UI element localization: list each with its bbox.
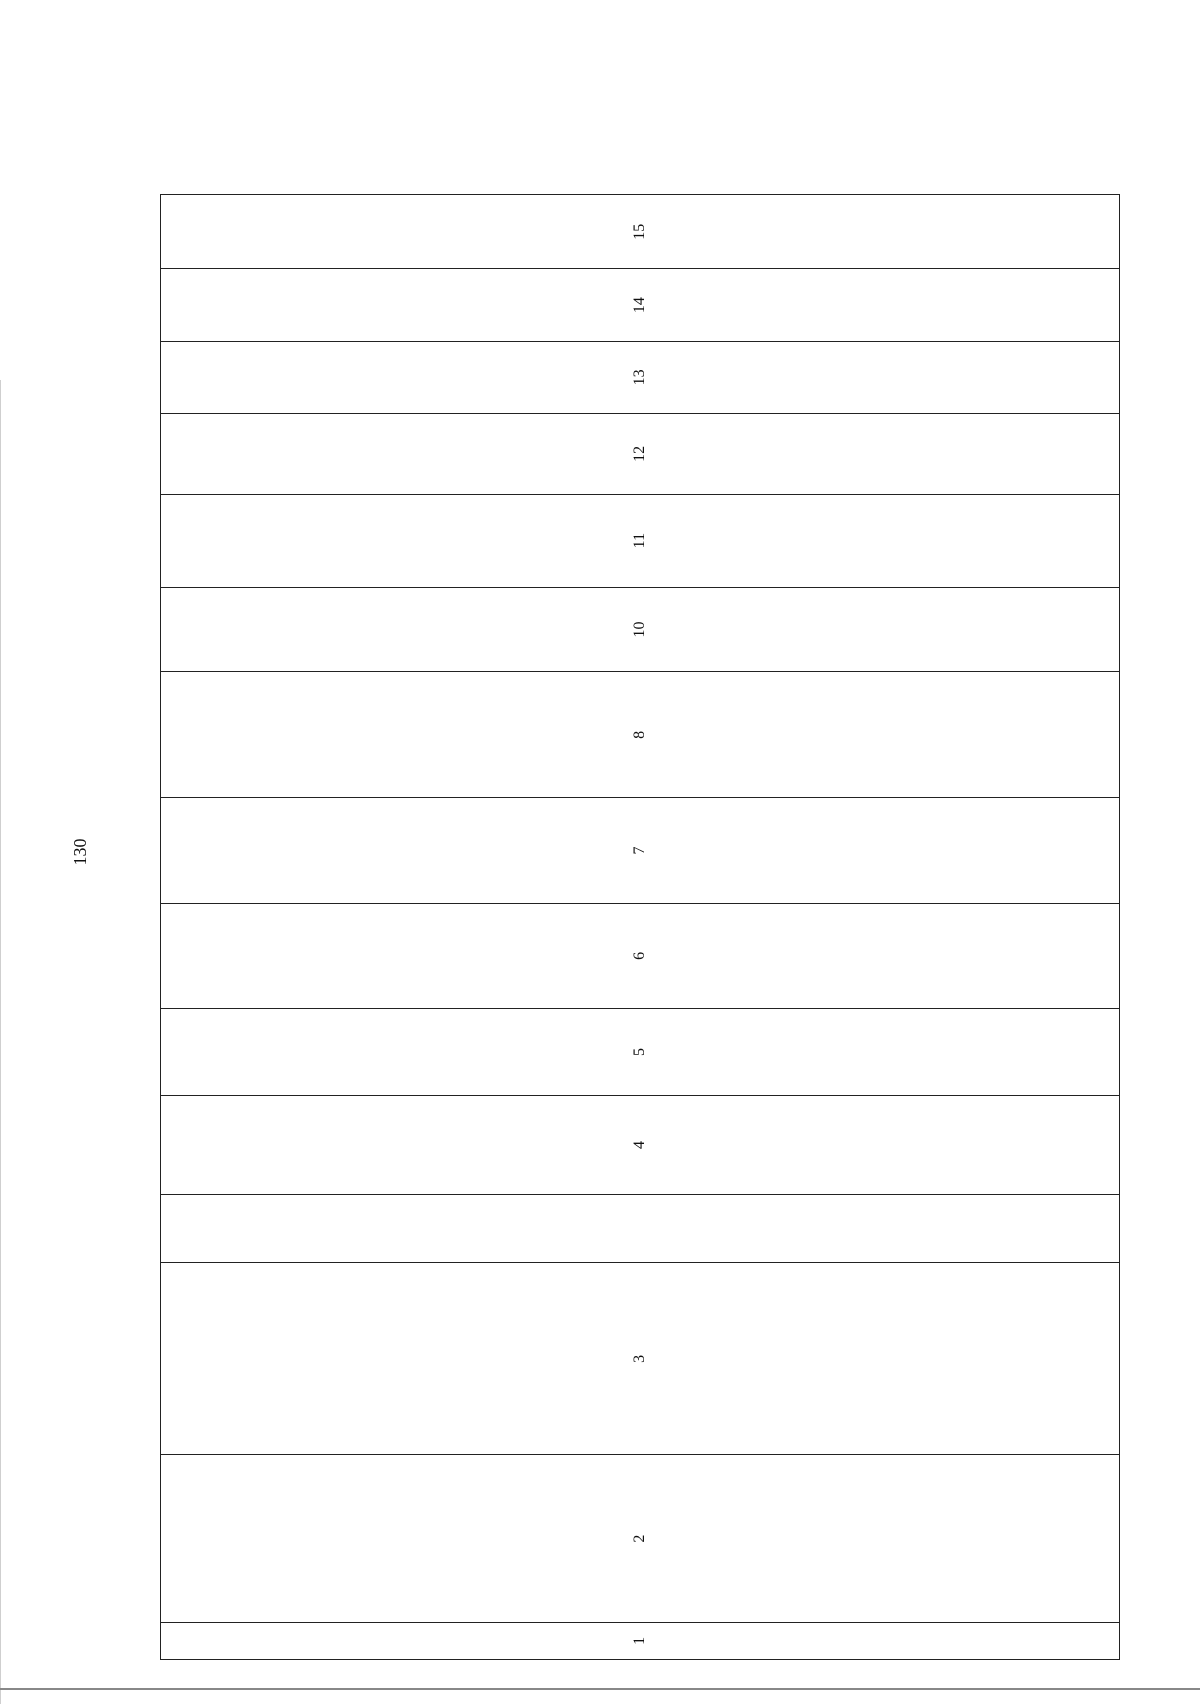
col-header-2: 2	[161, 1455, 1120, 1622]
col-header-10: 10	[161, 587, 1120, 672]
col-header-11: 11	[161, 494, 1120, 587]
col-header-6: 6	[161, 903, 1120, 1008]
col-header-8: 8	[161, 672, 1120, 798]
col-header-4	[161, 1195, 1120, 1263]
col-header-5: 5	[161, 1009, 1120, 1096]
col-header-3: 3	[161, 1263, 1120, 1455]
col-header-14: 14	[161, 269, 1120, 341]
col-header-15: 15	[161, 195, 1120, 269]
col-header-13: 13	[161, 341, 1120, 413]
page-number: 130	[70, 838, 90, 866]
col-header-7: 7	[161, 798, 1120, 903]
scan-edge-left	[0, 380, 1, 1704]
scan-edge-bottom	[0, 1688, 1200, 1690]
col-header-12: 12	[161, 414, 1120, 495]
col-header-4b: 4	[161, 1095, 1120, 1194]
col-header-1: 1	[161, 1622, 1120, 1659]
funding-table	[160, 120, 1120, 1660]
table-container	[160, 120, 1120, 1660]
